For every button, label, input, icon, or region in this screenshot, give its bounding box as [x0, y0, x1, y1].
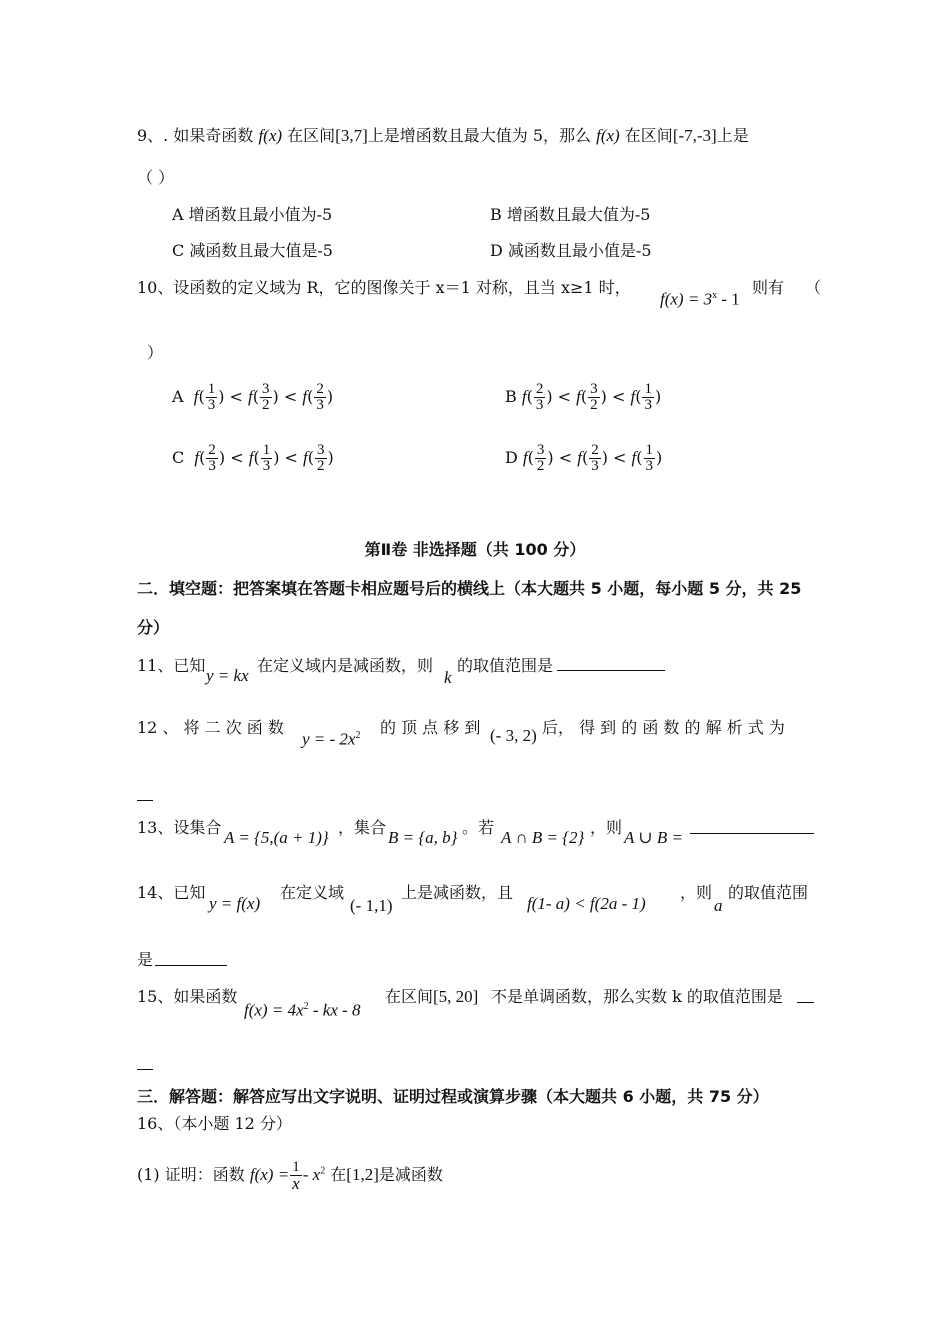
q15-t2: 不是单调函数，那么实数 k 的取值范围是	[491, 987, 783, 1006]
q15-interval: [5, 20]	[433, 987, 479, 1006]
q9-option-a: A 增函数且最小值为-5	[172, 205, 333, 224]
q10-option-c: C f( $\frac{2}{3}$ ) < f( $\frac{1}{3}$ ) < f( $\frac{3}{2}$ )	[172, 442, 334, 474]
q9-t3: 在区间	[624, 126, 673, 145]
q13-intersection: A ∩ B = {2}	[501, 828, 585, 847]
q9-prefix: 9、. 如果奇函数	[137, 126, 254, 145]
q14-answer-blank[interactable]	[155, 951, 227, 966]
q16-part1	[137, 1160, 443, 1191]
q10-opt-c-label: C	[172, 448, 185, 467]
q15-t1: 在区间	[385, 987, 434, 1006]
q13-t3: ，则	[590, 818, 623, 837]
q16-p1-t2: 是减函数	[378, 1165, 443, 1184]
fill-in-heading-2: 分）	[137, 618, 170, 637]
q9-line	[137, 126, 749, 146]
q15-prefix: 15、如果函数	[137, 987, 238, 1006]
section2-title: 第Ⅱ卷 非选择题（共 100 分）	[364, 540, 586, 559]
fill-in-heading-1: 二．填空题：把答案填在答题卡相应题号后的横线上（本大题共 5 小题，每小题 5 分，共 25	[137, 579, 802, 598]
q15-formula-text: f(x) = 4x	[244, 1000, 304, 1020]
q9-paren: （ ）	[137, 168, 175, 187]
q11-answer-blank[interactable]	[557, 656, 665, 671]
section3-heading: 三．解答题：解答应写出文字说明、证明过程或演算步骤（本大题共 6 小题，共 75 分）	[137, 1087, 769, 1106]
q12-prefix: 12 、 将 二 次 函 数	[137, 718, 284, 737]
q10-formula-tail: - 1	[717, 289, 740, 309]
q11-k: k	[444, 668, 452, 687]
q10-opt-b-label: B	[505, 387, 517, 406]
q13-answer-blank[interactable]	[690, 819, 814, 834]
q16-p1-tail: - x	[302, 1165, 321, 1184]
q15-formula	[244, 997, 361, 1020]
q13-t1: ，集合	[338, 818, 387, 837]
q13-prefix: 13、设集合	[137, 818, 222, 837]
q15-formula-sup: 2	[303, 1001, 309, 1012]
q15-formula-tail: - kx - 8	[308, 1000, 361, 1020]
q16-p1-prefix: (1) 证明：函数	[137, 1165, 245, 1184]
q16-p1-fraction	[290, 1160, 302, 1191]
q14-t1: 在定义域	[280, 883, 345, 902]
q10-opt-a-label: A	[172, 387, 184, 406]
q12-formula-text: y = - 2x	[302, 729, 356, 749]
q16-heading: 16、（本小题 12 分）	[137, 1114, 292, 1133]
q13-setB: B = {a, b}	[388, 828, 458, 847]
q14-t3: ，则	[680, 883, 713, 902]
q10-line	[137, 278, 631, 298]
q9-option-b: B 增函数且最大值为-5	[490, 205, 651, 224]
q9-t2: 上是增函数且最大值为 5，那么	[367, 126, 592, 145]
q9-t1: 在区间	[287, 126, 336, 145]
q16-p1-interval: [1,2]	[346, 1165, 379, 1184]
q12-formula-sup: 2	[355, 730, 361, 741]
q14-t2: 上是减函数，且	[401, 883, 514, 902]
q14-prefix: 14、已知	[137, 883, 206, 902]
q9-option-d: D 减函数且最小值是-5	[490, 241, 652, 260]
q11-formula: y = kx	[206, 666, 249, 685]
q10-formula-base: f(x) = 3	[660, 289, 713, 309]
q11-t2: 的取值范围是	[457, 656, 554, 675]
q15-answer-blank-2[interactable]	[137, 1055, 153, 1070]
q16-p1-formula: f(x) =	[249, 1165, 290, 1184]
q13-setA: A = {5,(a + 1)}	[224, 828, 329, 847]
q12-point: (- 3, 2)	[490, 726, 537, 745]
q9-option-c: C 减函数且最大值是-5	[172, 241, 333, 260]
q10-suffix: 则有	[752, 278, 785, 297]
q9-fx2: f(x)	[596, 126, 620, 145]
q9-interval1: [3,7]	[335, 126, 368, 145]
q10-opt-d-label: D	[505, 448, 518, 467]
q16-p1-sup: 2	[320, 1165, 326, 1177]
q10-option-b: B f( $\frac{2}{3}$ ) < f( $\frac{3}{2}$ ) < f( $\frac{1}{3}$ )	[505, 381, 662, 413]
q12-t2: 后， 得 到 的 函 数 的 解 析 式 为	[542, 718, 785, 737]
q13-t2: 。若	[462, 818, 495, 837]
q14-inequality: f(1- a) < f(2a - 1)	[527, 894, 646, 913]
q14-t4: 的取值范围	[728, 883, 809, 902]
q10-paren-open: （	[805, 278, 822, 297]
q12-answer-blank[interactable]	[137, 786, 153, 801]
q9-t4: 上是	[716, 126, 749, 145]
q12-formula	[302, 726, 360, 749]
q11-prefix: 11、已知	[137, 656, 206, 675]
q10-paren-close: ）	[147, 343, 164, 362]
q13-union: A ∪ B =	[624, 828, 683, 847]
q10-formula	[660, 286, 740, 309]
q14-domain: (- 1,1)	[350, 896, 393, 915]
q14-a: a	[714, 896, 723, 915]
q10-option-a: A f( $\frac{1}{3}$ ) < f( $\frac{3}{2}$ ) < f( $\frac{2}{3}$ )	[172, 381, 334, 413]
q9-fx1: f(x)	[258, 126, 283, 145]
q10-prefix: 10、设函数的定义域为 R，它的图像关于 x＝1 对称，且当 x≥1 时，	[137, 278, 631, 297]
q10-formula-exp: x	[712, 290, 718, 301]
q15-answer-blank-1[interactable]	[797, 988, 814, 1003]
q14-formula: y = f(x)	[209, 894, 261, 913]
q14-t5: 是	[137, 950, 154, 969]
q16-p1-t1: 在	[330, 1165, 347, 1184]
q11-t1: 在定义域内是减函数，则	[257, 656, 434, 675]
q12-t1: 的 顶 点 移 到	[380, 718, 481, 737]
q16-p1-frac-num: 1	[292, 1159, 300, 1175]
q10-option-d: D f( $\frac{3}{2}$ ) < f( $\frac{2}{3}$ ) < f( $\frac{1}{3}$ )	[505, 442, 663, 474]
q16-p1-frac-den: x	[292, 1174, 300, 1193]
q9-interval2: [-7,-3]	[672, 126, 717, 145]
